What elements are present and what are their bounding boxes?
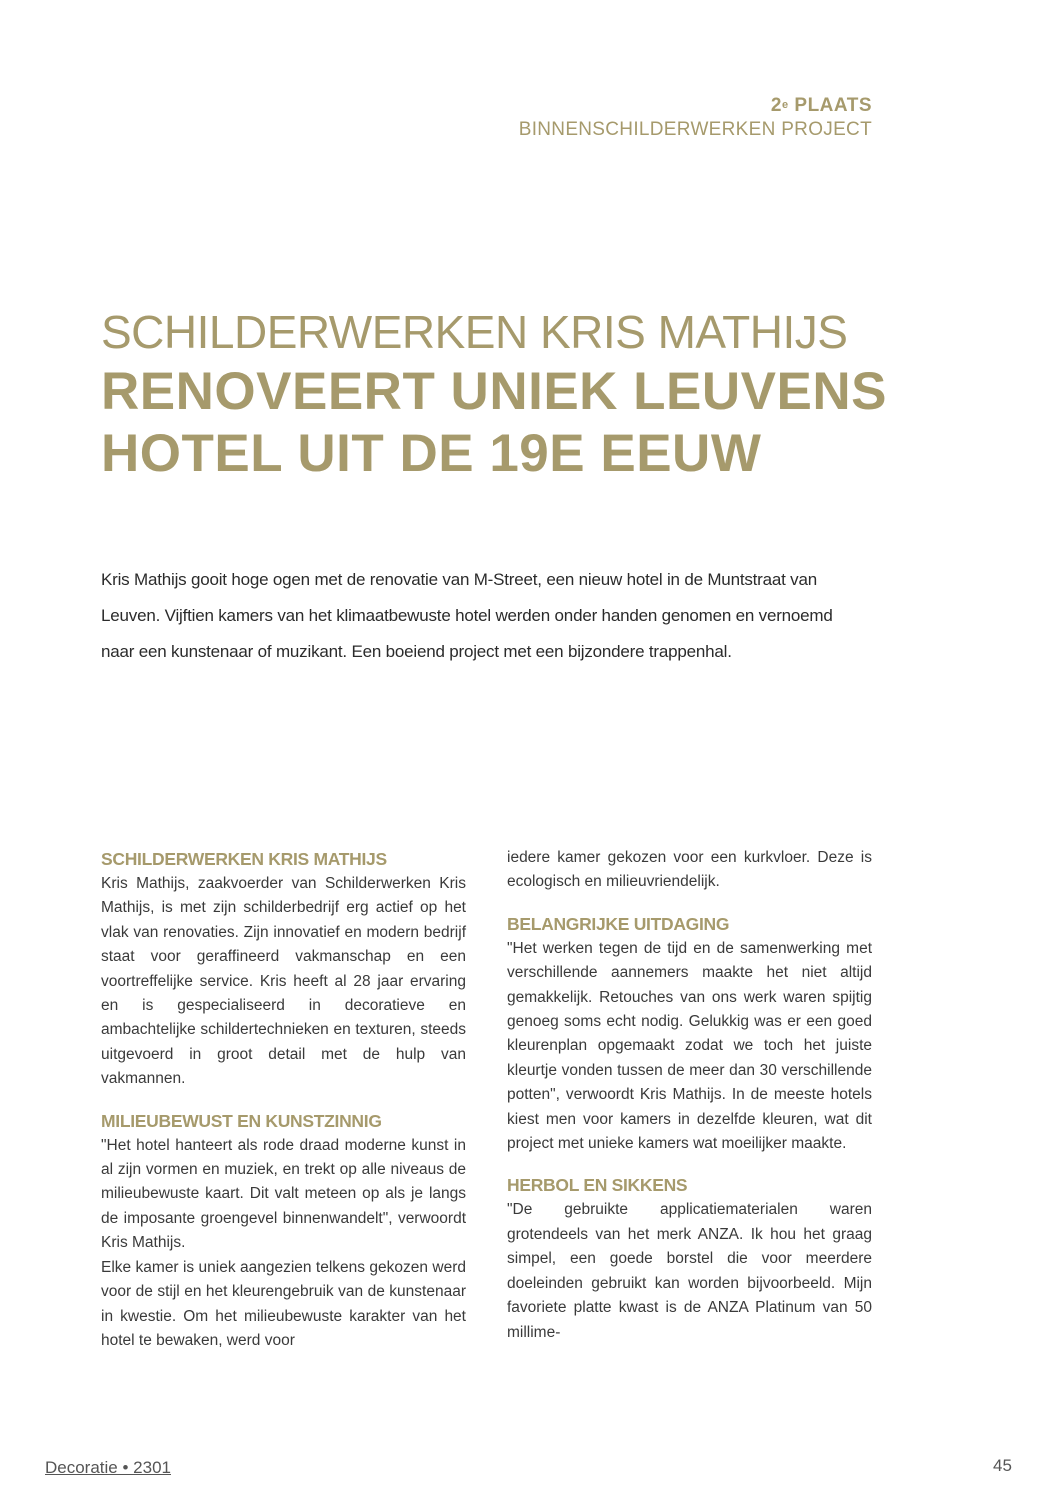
place-suffix: e bbox=[782, 99, 789, 111]
headline-line-2: RENOVEERT UNIEK LEUVENS bbox=[101, 362, 888, 421]
section-heading: SCHILDERWERKEN KRIS MATHIJS bbox=[101, 849, 387, 869]
article-headline bbox=[101, 303, 887, 485]
section-body: Kris Mathijs, zaakvoerder van Schilderwerken Kris Mathijs, is met zijn schilderbedrijf erg actief op het vlak van renovaties. Zijn innovatief en modern bedrijf staat voor geraffineerd vakmanschap en een voortreffelijke service. Kris heeft al 28 jaar ervaring en is gespecialiseerd in decoratieve en ambachtelijke schildertechnieken en texturen, steeds uitgevoerd in groot detail met de hulp van vakmannen. bbox=[101, 875, 466, 1088]
headline-line-1: SCHILDERWERKEN KRIS MATHIJS bbox=[101, 306, 848, 358]
section-heading: MILIEUBEWUST EN KUNSTZINNIG bbox=[101, 1110, 382, 1131]
page-number: 45 bbox=[993, 1456, 1012, 1475]
section-body: "Het werken tegen de tijd en de samenwerking met verschillende aannemers maakte het niet altijd gemakkelijk. Retouches van ons werk waren spijtig genoeg soms echt nodig. Gelukkig was er een goed kleurenplan opgemaakt zodat we toch het juiste kleurtje vonden tussen de meer dan 30 verschillende potten", verwoordt Kris Mathijs. In de meeste hotels kiest men voor kamers in dezelfde kleuren, wat dit project met unieke kamers wat moeilijker maakte. bbox=[507, 939, 872, 1153]
publication-link[interactable]: Decoratie • 2301 bbox=[45, 1458, 171, 1477]
place-word: PLAATS bbox=[788, 95, 872, 116]
section-body: "De gebruikte applicatiematerialen waren grotendeels van het merk ANZA. Ik hou het graag simpel, een goede borstel die voor meerdere doeleinden gebruikt kan worden bijvoorbeeld. Mijn favoriete platte kwast is de ANZA Platinum van 50 millime- bbox=[507, 1201, 872, 1341]
headline-line-3: HOTEL UIT DE 19E EEUW bbox=[101, 424, 762, 483]
award-category: BINNENSCHILDERWERKEN PROJECT bbox=[518, 119, 872, 140]
section-heading: HERBOL EN SIKKENS bbox=[507, 1175, 688, 1196]
section-body: iedere kamer gekozen voor een kurkvloer. Deze is ecologisch en milieuvriendelijk. bbox=[507, 849, 872, 891]
section-tag bbox=[519, 94, 872, 142]
right-column bbox=[507, 846, 872, 1345]
left-column bbox=[101, 846, 466, 1353]
place-number: 2 bbox=[770, 95, 782, 116]
award-place bbox=[519, 94, 872, 118]
section-heading: BELANGRIJKE UITDAGING bbox=[507, 913, 730, 934]
section-body: "Het hotel hanteert als rode draad moderne kunst in al zijn vormen en muziek, en trekt op alle niveaus de milieubewuste kaart. Dit valt meteen op als je langs de imposante groengevel binnenwandelt", verwoordt Kris Mathijs. bbox=[101, 1136, 466, 1252]
article-intro: Kris Mathijs gooit hoge ogen met de renovatie van M-Street, een nieuw hotel in de Muntstraat van Leuven. Vijftien kamers van het klimaatbewuste hotel werden onder handen genomen en vernoemd naar een kunstenaar of muzikant. Een boeiend project met een bijzondere trappenhal. bbox=[101, 570, 833, 661]
section-body: Elke kamer is uniek aangezien telkens gekozen werd voor de stijl en het kleurengebruik van de kunstenaar in kwestie. Om het milieubewuste karakter van het hotel te bewaken, werd voor bbox=[101, 1258, 466, 1349]
